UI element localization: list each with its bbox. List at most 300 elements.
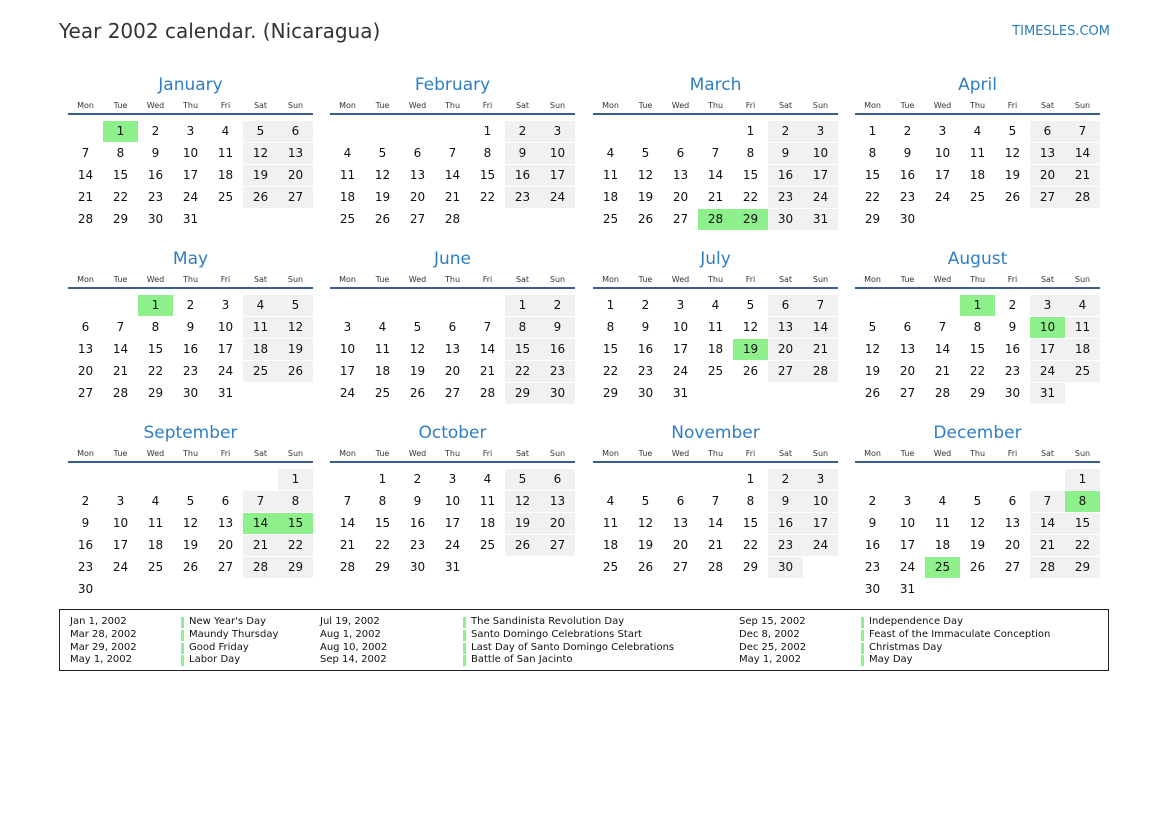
day-cell: 28 [479, 386, 496, 400]
day-cell: 4 [151, 494, 160, 508]
day-cell: 21 [77, 190, 94, 204]
day-cell: 18 [243, 339, 278, 360]
header-rule [855, 113, 1100, 115]
day-cell: 12 [864, 342, 881, 356]
day-cell: 21 [339, 538, 356, 552]
day-cell: 4 [606, 494, 615, 508]
day-cell: 30 [637, 386, 654, 400]
month-title: June [433, 249, 472, 269]
day-cell: 16 [409, 516, 426, 530]
day-cell: 5 [243, 121, 278, 142]
weekday-header: Tue [638, 101, 653, 110]
weekday-header: Sun [549, 101, 566, 110]
day-cell: 30 [864, 582, 881, 596]
day-cell: 11 [1065, 317, 1100, 338]
day-cell: 6 [540, 469, 575, 490]
header-rule [68, 287, 313, 289]
day-cell: 18 [707, 342, 724, 356]
day-cell: 29 [278, 557, 313, 578]
header-rule [68, 461, 313, 463]
day-cell: 2 [81, 494, 90, 508]
weekday-header: Sat [778, 101, 793, 110]
day-cell: 26 [505, 535, 540, 556]
day-cell: 26 [1004, 190, 1021, 204]
day-cell: 29 [505, 383, 540, 404]
weekday-header: Sat [1040, 275, 1055, 284]
weekday-header: Mon [77, 101, 94, 110]
day-cell: 26 [742, 364, 759, 378]
legend-holiday-name: Independence Day [869, 616, 964, 627]
weekday-header: Mon [864, 275, 881, 284]
day-cell: 12 [1004, 146, 1021, 160]
day-cell: 23 [147, 190, 164, 204]
day-cell: 26 [409, 386, 426, 400]
weekday-header: Sun [1074, 101, 1091, 110]
day-cell: 30 [899, 212, 916, 226]
weekday-header: Sun [812, 275, 829, 284]
day-cell: 16 [768, 165, 803, 186]
day-cell: 2 [868, 494, 877, 508]
day-cell: 14 [339, 516, 356, 530]
weekday-header: Thu [969, 275, 986, 284]
day-cell: 16 [540, 339, 575, 360]
legend-date: Aug 1, 2002 [320, 628, 381, 640]
day-cell: 21 [1030, 535, 1065, 556]
day-cell: 14 [1030, 513, 1065, 534]
day-cell: 25 [602, 212, 619, 226]
day-cell: 24 [540, 187, 575, 208]
legend-holiday-marker [181, 617, 184, 628]
weekday-header: Mon [339, 275, 356, 284]
day-cell: 7 [1065, 121, 1100, 142]
weekday-header: Wed [671, 275, 690, 284]
day-cell: 4 [343, 146, 352, 160]
legend-holiday-name: Labor Day [189, 654, 241, 666]
day-cell: 19 [505, 513, 540, 534]
day-cell: 31 [899, 582, 916, 596]
day-cell: 26 [278, 361, 313, 382]
day-cell: 6 [1008, 494, 1017, 508]
day-cell: 26 [374, 212, 391, 226]
month-title: January [158, 75, 223, 95]
day-cell: 17 [803, 513, 838, 534]
day-cell: 13 [1030, 143, 1065, 164]
day-cell: 28 [444, 212, 461, 226]
day-cell: 20 [1004, 538, 1021, 552]
day-cell: 29 [147, 386, 164, 400]
day-cell: 7 [243, 491, 278, 512]
day-cell: 3 [448, 472, 457, 486]
day-cell: 20 [899, 364, 916, 378]
day-cell: 16 [768, 513, 803, 534]
day-cell: 25 [479, 538, 496, 552]
day-cell: 17 [182, 168, 199, 182]
day-cell: 11 [374, 342, 391, 356]
day-cell: 26 [243, 187, 278, 208]
weekday-header: Tue [113, 101, 128, 110]
day-cell: 8 [278, 491, 313, 512]
day-cell: 6 [676, 494, 685, 508]
legend-holiday-name: Christmas Day [869, 641, 943, 653]
month-title: April [958, 75, 997, 95]
weekday-header: Wed [933, 275, 952, 284]
holiday-day-cell: 8 [1065, 491, 1100, 512]
day-cell: 7 [343, 494, 352, 508]
legend-date: Dec 25, 2002 [739, 641, 807, 653]
day-cell: 7 [711, 494, 720, 508]
weekday-header: Wed [408, 275, 427, 284]
day-cell: 25 [243, 361, 278, 382]
day-cell: 27 [672, 212, 689, 226]
site-link[interactable]: TIMESLES.COM [1012, 24, 1110, 39]
day-cell: 19 [182, 538, 199, 552]
day-cell: 31 [182, 212, 199, 226]
day-cell: 30 [768, 557, 803, 578]
weekday-header: Sat [515, 449, 530, 458]
header-rule [593, 287, 838, 289]
day-cell: 24 [803, 187, 838, 208]
day-cell: 19 [864, 364, 881, 378]
day-cell: 29 [1065, 557, 1100, 578]
day-cell: 9 [903, 146, 912, 160]
holiday-day-cell: 15 [278, 513, 313, 534]
day-cell: 30 [768, 209, 803, 230]
day-cell: 2 [540, 295, 575, 316]
weekday-header: Fri [1007, 449, 1018, 458]
day-cell: 9 [868, 516, 877, 530]
day-cell: 13 [1004, 516, 1021, 530]
legend-holiday-marker [861, 630, 864, 641]
day-cell: 23 [1004, 364, 1021, 378]
day-cell: 23 [899, 190, 916, 204]
day-cell: 12 [969, 516, 986, 530]
day-cell: 22 [1065, 535, 1100, 556]
day-cell: 8 [746, 146, 755, 160]
weekday-header: Wed [408, 449, 427, 458]
day-cell: 27 [409, 212, 426, 226]
day-cell: 3 [540, 121, 575, 142]
day-cell: 15 [1065, 513, 1100, 534]
day-cell: 28 [934, 386, 951, 400]
legend-holiday-name: New Year's Day [189, 616, 267, 627]
day-cell: 17 [217, 342, 234, 356]
weekday-header: Fri [220, 101, 231, 110]
weekday-header: Thu [707, 275, 724, 284]
day-cell: 27 [444, 386, 461, 400]
weekday-header: Sat [515, 275, 530, 284]
day-cell: 17 [112, 538, 129, 552]
day-cell: 5 [278, 295, 313, 316]
month-january [68, 75, 313, 250]
header-rule [855, 461, 1100, 463]
weekday-header: Sun [549, 449, 566, 458]
weekday-header: Sat [778, 275, 793, 284]
day-cell: 9 [413, 494, 422, 508]
day-cell: 10 [444, 494, 461, 508]
day-cell: 4 [243, 295, 278, 316]
day-cell: 25 [147, 560, 164, 574]
day-cell: 19 [243, 165, 278, 186]
day-cell: 11 [147, 516, 164, 530]
day-cell: 4 [711, 298, 720, 312]
day-cell: 27 [1030, 187, 1065, 208]
day-cell: 4 [938, 494, 947, 508]
weekday-header: Wed [933, 101, 952, 110]
header-rule [593, 461, 838, 463]
day-cell: 23 [409, 538, 426, 552]
month-title: July [700, 249, 731, 269]
weekday-header: Mon [864, 101, 881, 110]
weekday-header: Sun [287, 275, 304, 284]
day-cell: 18 [969, 168, 986, 182]
header-rule [68, 113, 313, 115]
day-cell: 2 [151, 124, 160, 138]
day-cell: 17 [339, 364, 356, 378]
day-cell: 8 [746, 494, 755, 508]
day-cell: 28 [112, 386, 129, 400]
weekday-header: Wed [146, 449, 165, 458]
legend-date: Aug 10, 2002 [320, 641, 388, 653]
day-cell: 10 [803, 143, 838, 164]
day-cell: 13 [444, 342, 461, 356]
day-cell: 24 [444, 538, 461, 552]
weekday-header: Wed [671, 101, 690, 110]
legend-holiday-name: Santo Domingo Celebrations Start [471, 628, 642, 640]
day-cell: 24 [934, 190, 951, 204]
weekday-header: Sun [812, 449, 829, 458]
day-cell: 12 [182, 516, 199, 530]
day-cell: 17 [444, 516, 461, 530]
day-cell: 17 [899, 538, 916, 552]
weekday-header: Fri [1007, 101, 1018, 110]
legend-date: Sep 15, 2002 [739, 616, 806, 627]
day-cell: 8 [483, 146, 492, 160]
day-cell: 14 [934, 342, 951, 356]
day-cell: 25 [374, 386, 391, 400]
legend-holiday-marker [181, 655, 184, 666]
day-cell: 31 [672, 386, 689, 400]
day-cell: 23 [864, 560, 881, 574]
weekday-header: Mon [77, 275, 94, 284]
day-cell: 6 [448, 320, 457, 334]
day-cell: 27 [768, 361, 803, 382]
day-cell: 7 [1030, 491, 1065, 512]
day-cell: 3 [676, 298, 685, 312]
day-cell: 9 [1008, 320, 1017, 334]
day-cell: 9 [540, 317, 575, 338]
day-cell: 2 [413, 472, 422, 486]
day-cell: 13 [409, 168, 426, 182]
day-cell: 23 [768, 187, 803, 208]
day-cell: 7 [803, 295, 838, 316]
weekday-header: Fri [220, 449, 231, 458]
day-cell: 1 [505, 295, 540, 316]
weekday-header: Mon [602, 101, 619, 110]
legend-date: Jul 19, 2002 [320, 616, 380, 627]
day-cell: 23 [182, 364, 199, 378]
day-cell: 4 [483, 472, 492, 486]
weekday-header: Fri [745, 101, 756, 110]
day-cell: 24 [182, 190, 199, 204]
holiday-day-cell: 25 [925, 557, 960, 578]
weekday-header: Tue [113, 275, 128, 284]
day-cell: 26 [637, 212, 654, 226]
day-cell: 19 [374, 190, 391, 204]
day-cell: 10 [217, 320, 234, 334]
day-cell: 27 [217, 560, 234, 574]
day-cell: 30 [182, 386, 199, 400]
day-cell: 14 [444, 168, 461, 182]
day-cell: 9 [768, 143, 803, 164]
day-cell: 2 [768, 121, 803, 142]
day-cell: 20 [278, 165, 313, 186]
day-cell: 25 [217, 190, 234, 204]
day-cell: 8 [606, 320, 615, 334]
day-cell: 11 [602, 516, 619, 530]
day-cell: 14 [479, 342, 496, 356]
day-cell: 6 [676, 146, 685, 160]
day-cell: 15 [505, 339, 540, 360]
day-cell: 24 [899, 560, 916, 574]
day-cell: 19 [409, 364, 426, 378]
day-cell: 10 [899, 516, 916, 530]
day-cell: 29 [602, 386, 619, 400]
month-title: March [689, 75, 742, 95]
day-cell: 2 [903, 124, 912, 138]
day-cell: 12 [243, 143, 278, 164]
header-rule [593, 113, 838, 115]
day-cell: 11 [479, 494, 496, 508]
day-cell: 5 [973, 494, 982, 508]
day-cell: 3 [803, 121, 838, 142]
weekday-header: Sun [812, 101, 829, 110]
day-cell: 18 [602, 190, 619, 204]
header-rule [330, 113, 575, 115]
day-cell: 29 [864, 212, 881, 226]
day-cell: 28 [1030, 557, 1065, 578]
day-cell: 16 [864, 538, 881, 552]
day-cell: 19 [278, 339, 313, 360]
day-cell: 22 [278, 535, 313, 556]
month-title: February [414, 75, 491, 95]
legend-holiday-marker [463, 630, 466, 641]
day-cell: 19 [637, 190, 654, 204]
day-cell: 3 [1030, 295, 1065, 316]
weekday-header: Tue [375, 101, 390, 110]
weekday-header: Thu [182, 449, 199, 458]
weekday-header: Thu [707, 101, 724, 110]
day-cell: 8 [378, 494, 387, 508]
day-cell: 13 [672, 168, 689, 182]
month-june [330, 249, 575, 424]
day-cell: 6 [221, 494, 230, 508]
day-cell: 24 [672, 364, 689, 378]
day-cell: 11 [969, 146, 986, 160]
day-cell: 1 [746, 124, 755, 138]
weekday-header: Mon [77, 449, 94, 458]
legend-holiday-name: Good Friday [189, 641, 249, 653]
day-cell: 19 [1004, 168, 1021, 182]
day-cell: 20 [672, 538, 689, 552]
day-cell: 2 [186, 298, 195, 312]
month-title: December [933, 423, 1022, 443]
day-cell: 30 [147, 212, 164, 226]
day-cell: 9 [151, 146, 160, 160]
day-cell: 25 [1065, 361, 1100, 382]
month-december [855, 423, 1100, 598]
weekday-header: Thu [969, 101, 986, 110]
month-october [330, 423, 575, 598]
day-cell: 16 [182, 342, 199, 356]
day-cell: 10 [934, 146, 951, 160]
day-cell: 7 [938, 320, 947, 334]
weekday-header: Sat [253, 275, 268, 284]
day-cell: 31 [217, 386, 234, 400]
day-cell: 4 [973, 124, 982, 138]
day-cell: 11 [602, 168, 619, 182]
day-cell: 27 [77, 386, 94, 400]
day-cell: 10 [672, 320, 689, 334]
day-cell: 2 [768, 469, 803, 490]
day-cell: 31 [803, 209, 838, 230]
day-cell: 8 [973, 320, 982, 334]
weekday-header: Thu [707, 449, 724, 458]
holiday-legend [59, 609, 1109, 671]
legend-date: May 1, 2002 [70, 654, 133, 666]
day-cell: 15 [864, 168, 881, 182]
weekday-header: Sat [778, 449, 793, 458]
day-cell: 25 [969, 190, 986, 204]
day-cell: 26 [864, 386, 881, 400]
day-cell: 15 [479, 168, 496, 182]
weekday-header: Thu [444, 275, 461, 284]
day-cell: 19 [637, 538, 654, 552]
weekday-header: Tue [638, 275, 653, 284]
month-march [593, 75, 838, 250]
day-cell: 6 [413, 146, 422, 160]
day-cell: 13 [768, 317, 803, 338]
weekday-header: Sat [1040, 449, 1055, 458]
weekday-header: Sun [287, 449, 304, 458]
day-cell: 11 [243, 317, 278, 338]
weekday-header: Tue [113, 449, 128, 458]
header-rule [330, 461, 575, 463]
weekday-header: Tue [900, 101, 915, 110]
day-cell: 26 [182, 560, 199, 574]
day-cell: 21 [707, 538, 724, 552]
weekday-header: Sun [549, 275, 566, 284]
weekday-header: Fri [745, 449, 756, 458]
weekday-header: Fri [482, 275, 493, 284]
legend-holiday-name: May Day [869, 654, 913, 666]
weekday-header: Fri [482, 449, 493, 458]
month-november [593, 423, 838, 598]
month-april [855, 75, 1100, 250]
weekday-header: Wed [146, 101, 165, 110]
legend-date: Sep 14, 2002 [320, 654, 387, 666]
day-cell: 7 [711, 146, 720, 160]
day-cell: 15 [742, 168, 759, 182]
day-cell: 3 [186, 124, 195, 138]
day-cell: 21 [803, 339, 838, 360]
day-cell: 4 [378, 320, 387, 334]
day-cell: 18 [479, 516, 496, 530]
day-cell: 12 [742, 320, 759, 334]
day-cell: 27 [899, 386, 916, 400]
month-title: October [418, 423, 487, 443]
day-cell: 13 [217, 516, 234, 530]
day-cell: 4 [606, 146, 615, 160]
